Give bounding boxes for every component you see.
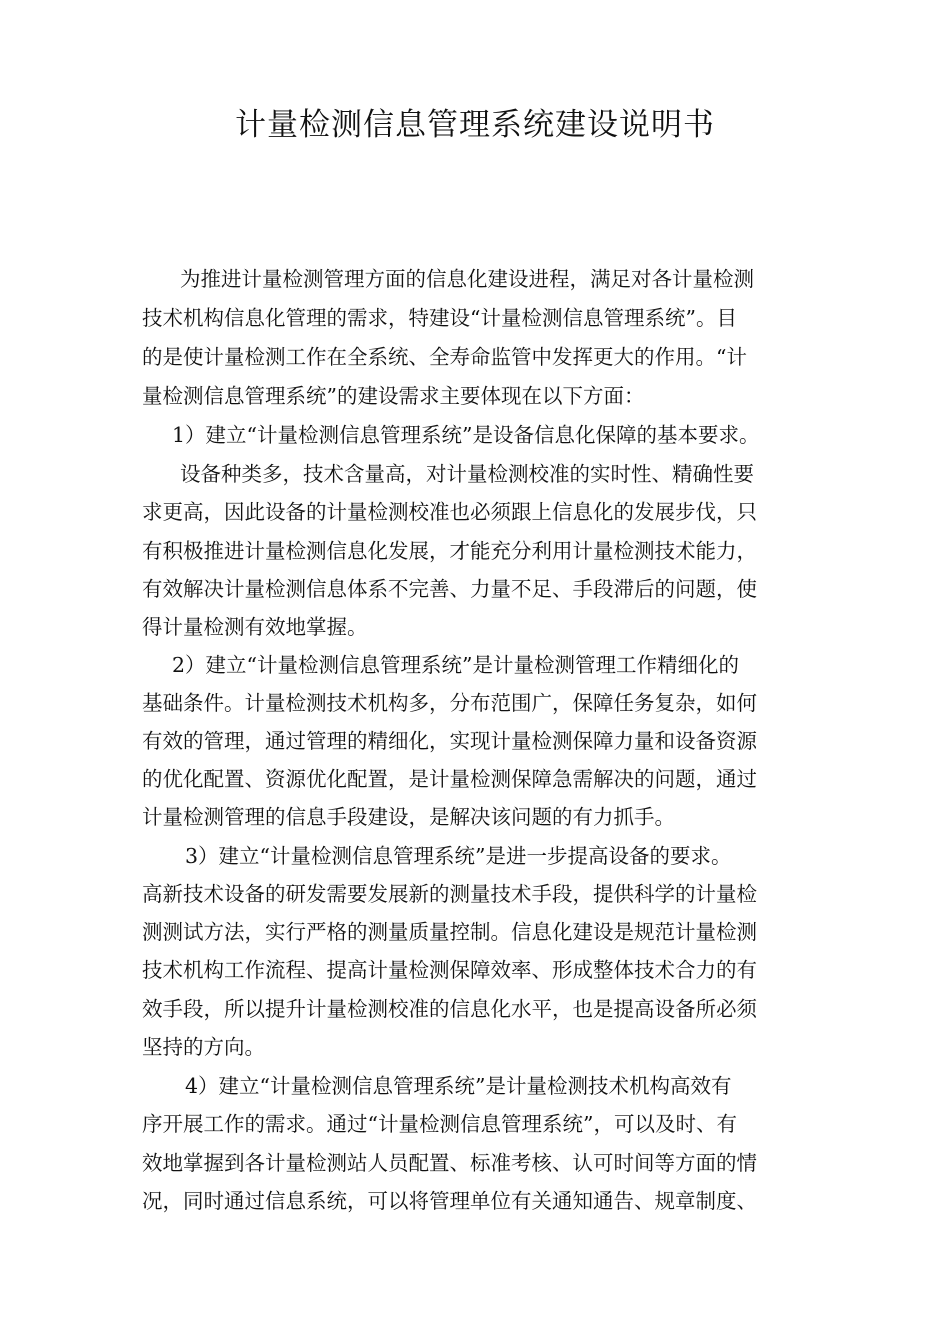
body-line: 技术机构信息化管理的需求，特建设“计量检测信息管理系统”。目 xyxy=(142,306,737,330)
body-line: 高新技术设备的研发需要发展新的测量技术手段，提供科学的计量检 xyxy=(142,882,757,906)
body-line: 有积极推进计量检测信息化发展，才能充分利用计量检测技术能力， xyxy=(142,539,757,563)
body-line: 量检测信息管理系统”的建设需求主要体现在以下方面： xyxy=(142,384,645,408)
body-line: 的优化配置、资源优化配置，是计量检测保障急需解决的问题，通过 xyxy=(142,767,757,791)
document-title: 计量检测信息管理系统建设说明书 xyxy=(235,107,715,143)
body-line: 坚持的方向。 xyxy=(142,1035,265,1059)
body-line: 序开展工作的需求。通过“计量检测信息管理系统”，可以及时、有 xyxy=(142,1112,737,1136)
body-line: 效手段，所以提升计量检测校准的信息化水平，也是提高设备所必须 xyxy=(142,997,757,1021)
body-line: 3）建立“计量检测信息管理系统”是进一步提高设备的要求。 xyxy=(185,844,732,868)
body-line: 基础条件。计量检测技术机构多，分布范围广，保障任务复杂，如何 xyxy=(142,691,757,715)
body-line: 技术机构工作流程、提高计量检测保障效率、形成整体技术合力的有 xyxy=(142,958,757,982)
body-line: 为推进计量检测管理方面的信息化建设进程，满足对各计量检测 xyxy=(180,267,754,291)
body-line: 测测试方法，实行严格的测量质量控制。信息化建设是规范计量检测 xyxy=(142,920,757,944)
body-line: 效地掌握到各计量检测站人员配置、标准考核、认可时间等方面的情 xyxy=(142,1151,757,1175)
body-line: 得计量检测有效地掌握。 xyxy=(142,615,368,639)
body-line: 计量检测管理的信息手段建设，是解决该问题的有力抓手。 xyxy=(142,805,675,829)
body-line: 求更高，因此设备的计量检测校准也必须跟上信息化的发展步伐，只 xyxy=(142,500,757,524)
body-line: 4）建立“计量检测信息管理系统”是计量检测技术机构高效有 xyxy=(185,1074,732,1098)
body-line: 况，同时通过信息系统，可以将管理单位有关通知通告、规章制度、 xyxy=(142,1189,757,1213)
body-line: 设备种类多，技术含量高，对计量检测校准的实时性、精确性要 xyxy=(180,462,754,486)
body-line: 有效解决计量检测信息体系不完善、力量不足、手段滞后的问题，使 xyxy=(142,577,757,601)
body-line: 的是使计量检测工作在全系统、全寿命监管中发挥更大的作用。“计 xyxy=(142,345,747,369)
body-line: 1）建立“计量检测信息管理系统”是设备信息化保障的基本要求。 xyxy=(172,423,760,447)
body-line: 有效的管理，通过管理的精细化，实现计量检测保障力量和设备资源 xyxy=(142,729,757,753)
body-line: 2）建立“计量检测信息管理系统”是计量检测管理工作精细化的 xyxy=(172,653,740,677)
